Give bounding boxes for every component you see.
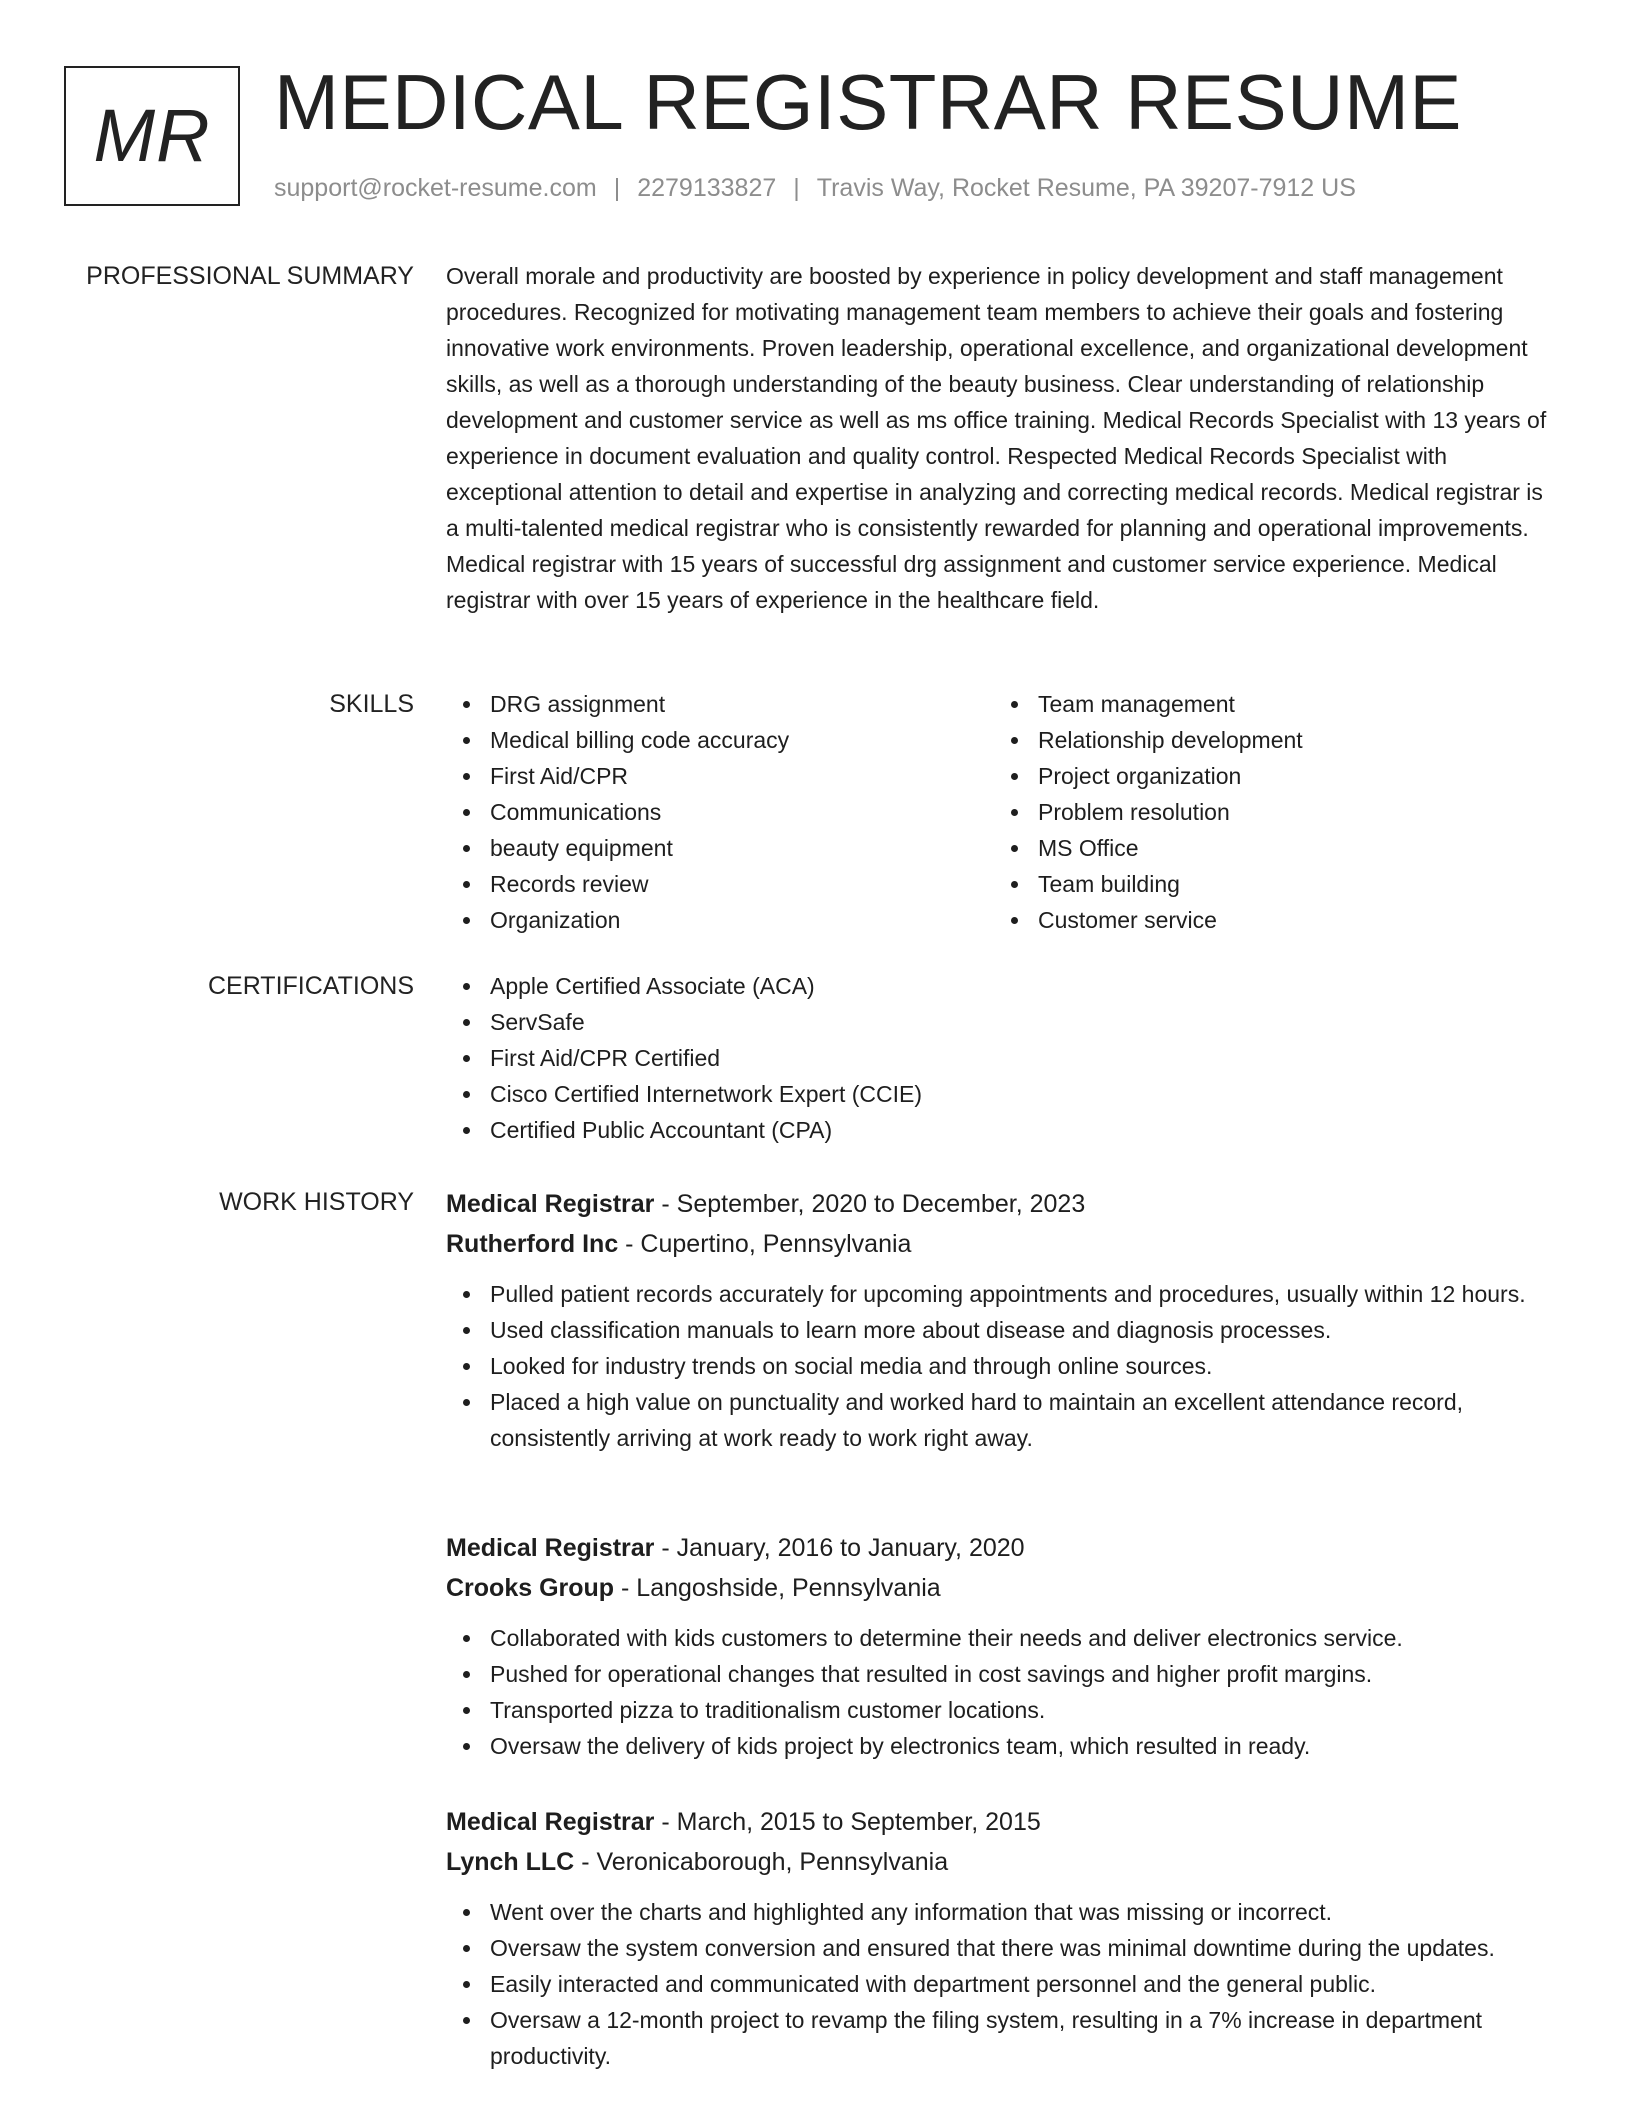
list-item [994, 794, 1542, 830]
bullet-icon [463, 1909, 470, 1916]
list-item [446, 1656, 1556, 1692]
list-item [446, 830, 994, 866]
list-item-text: Communications [490, 799, 662, 825]
job-title-line [446, 1184, 1556, 1224]
bullet-icon [463, 845, 470, 852]
monogram-initials: MR [93, 94, 211, 177]
job-role: Medical Registrar [446, 1808, 655, 1836]
bullet-icon [463, 1743, 470, 1750]
list-item [446, 1004, 1556, 1040]
job-bullets [446, 1620, 1556, 1764]
list-item [994, 830, 1542, 866]
contact-separator: | [613, 174, 621, 202]
skills-list-left [446, 686, 994, 938]
bullet-icon [463, 1127, 470, 1134]
list-item-text: Medical billing code accuracy [490, 727, 790, 753]
contact-address: Travis Way, Rocket Resume, PA 39207-7912 US [816, 174, 1356, 202]
list-item-text: Team management [1038, 691, 1235, 717]
summary-body [446, 258, 1556, 618]
list-item [994, 758, 1542, 794]
job-location: - Langoshside, Pennsylvania [614, 1574, 941, 1602]
skills-list-right [994, 686, 1542, 938]
bullet-icon [463, 737, 470, 744]
list-item-text: Placed a high value on punctuality and worked hard to maintain an excellent attendance record, consistently arriving at work ready to work right away. [490, 1389, 1464, 1451]
contact-email[interactable]: support@rocket-resume.com [274, 174, 597, 202]
job-dates: - September, 2020 to December, 2023 [654, 1190, 1086, 1218]
list-item [446, 1312, 1556, 1348]
job-entry [446, 1802, 1556, 2074]
job-bullets [446, 1894, 1556, 2074]
list-item [446, 1112, 1556, 1148]
certifications-list [446, 968, 1556, 1148]
bullet-icon [1011, 809, 1018, 816]
list-item [446, 1894, 1556, 1930]
list-item [994, 722, 1542, 758]
list-item-text: MS Office [1038, 835, 1139, 861]
list-item [446, 902, 994, 938]
list-item-text: Relationship development [1038, 727, 1303, 753]
job-role: Medical Registrar [446, 1190, 655, 1218]
list-item-text: Pulled patient records accurately for upcoming appointments and procedures, usually within 12 hours. [490, 1281, 1526, 1307]
list-item [446, 1692, 1556, 1728]
list-item [994, 902, 1542, 938]
list-item [446, 2002, 1556, 2074]
summary-text: Overall morale and productivity are boosted by experience in policy development and staff management procedures. Recognized for motivating management team members to achieve their goals and fostering innovative work environments. Proven leadership, operational excellence, and organizational development skills, as well as a thorough understanding of the beauty business. Clear understanding of relationship development and customer service as well as ms office training. Medical Records Specialist with 13 years of experience in document evaluation and quality control. Respected Medical Records Specialist with exceptional attention to detail and expertise in analyzing and correcting medical records. Medical registrar is a multi-talented medical registrar who is consistently rewarded for planning and operational improvements. Medical registrar with 15 years of successful drg assignment and customer service experience. Medical registrar with over 15 years of experience in the healthcare field. [446, 263, 1547, 613]
bullet-icon [1011, 917, 1018, 924]
list-item [446, 1040, 1556, 1076]
job-title-line [446, 1528, 1556, 1568]
work-history-heading: WORK HISTORY [219, 1188, 414, 1216]
list-item [446, 1348, 1556, 1384]
list-item-text: Customer service [1038, 907, 1217, 933]
job-company-line [446, 1568, 1556, 1608]
list-item-text: Used classification manuals to learn more about disease and diagnosis processes. [490, 1317, 1332, 1343]
job-company-line [446, 1224, 1556, 1264]
bullet-icon [463, 1019, 470, 1026]
list-item-text: Records review [490, 871, 649, 897]
bullet-icon [463, 1945, 470, 1952]
list-item-text: beauty equipment [490, 835, 673, 861]
bullet-icon [463, 809, 470, 816]
skills-heading: SKILLS [329, 690, 414, 718]
bullet-icon [463, 1091, 470, 1098]
list-item [446, 866, 994, 902]
skills-body [446, 686, 1556, 938]
list-item [446, 722, 994, 758]
list-item [446, 1076, 1556, 1112]
bullet-icon [463, 1399, 470, 1406]
list-item-text: Oversaw a 12-month project to revamp the filing system, resulting in a 7% increase in department productivity. [490, 2007, 1483, 2069]
job-company-line [446, 1842, 1556, 1882]
bullet-icon [463, 983, 470, 990]
list-item [994, 866, 1542, 902]
list-item-text: Apple Certified Associate (ACA) [490, 973, 815, 999]
job-dates: - January, 2016 to January, 2020 [654, 1534, 1025, 1562]
bullet-icon [463, 701, 470, 708]
bullet-icon [1011, 701, 1018, 708]
list-item [446, 1620, 1556, 1656]
list-item-text: Pushed for operational changes that resulted in cost savings and higher profit margins. [490, 1661, 1373, 1687]
bullet-icon [1011, 737, 1018, 744]
list-item-text: Certified Public Accountant (CPA) [490, 1117, 833, 1143]
job-entry [446, 1184, 1556, 1456]
bullet-icon [1011, 881, 1018, 888]
job-dates: - March, 2015 to September, 2015 [654, 1808, 1041, 1836]
bullet-icon [463, 1981, 470, 1988]
resume-title: MEDICAL REGISTRAR RESUME [274, 58, 1462, 146]
bullet-icon [463, 881, 470, 888]
job-company: Crooks Group [446, 1574, 615, 1602]
list-item [446, 794, 994, 830]
list-item [446, 968, 1556, 1004]
list-item [446, 1966, 1556, 2002]
bullet-icon [463, 1327, 470, 1334]
job-role: Medical Registrar [446, 1534, 655, 1562]
contact-phone[interactable]: 2279133827 [637, 174, 777, 202]
bullet-icon [463, 1055, 470, 1062]
bullet-icon [463, 1291, 470, 1298]
list-item-text: Looked for industry trends on social media and through online sources. [490, 1353, 1213, 1379]
list-item-text: First Aid/CPR Certified [490, 1045, 721, 1071]
certifications-body [446, 968, 1556, 1148]
bullet-icon [463, 2017, 470, 2024]
list-item-text: Easily interacted and communicated with department personnel and the general public. [490, 1971, 1377, 1997]
list-item-text: Oversaw the system conversion and ensured that there was minimal downtime during the updates. [490, 1935, 1495, 1961]
job-location: - Cupertino, Pennsylvania [618, 1230, 912, 1258]
contact-separator: | [793, 174, 800, 202]
list-item-text: Went over the charts and highlighted any information that was missing or incorrect. [490, 1899, 1333, 1925]
list-item-text: Project organization [1038, 763, 1242, 789]
bullet-icon [463, 1363, 470, 1370]
job-bullets [446, 1276, 1556, 1456]
bullet-icon [463, 1707, 470, 1714]
list-item [446, 1384, 1556, 1456]
list-item-text: Problem resolution [1038, 799, 1230, 825]
job-location: - Veronicaborough, Pennsylvania [574, 1848, 949, 1876]
contact-line [274, 174, 1356, 203]
bullet-icon [463, 1635, 470, 1642]
list-item-text: First Aid/CPR [490, 763, 629, 789]
summary-heading: PROFESSIONAL SUMMARY [86, 262, 414, 290]
list-item [446, 686, 994, 722]
list-item [446, 1276, 1556, 1312]
monogram-logo [64, 66, 240, 206]
list-item [446, 1728, 1556, 1764]
list-item-text: Organization [490, 907, 621, 933]
job-company: Rutherford Inc [446, 1230, 619, 1258]
list-item [446, 758, 994, 794]
list-item-text: ServSafe [490, 1009, 585, 1035]
job-title-line [446, 1802, 1556, 1842]
job-entry [446, 1528, 1556, 1764]
list-item-text: Cisco Certified Internetwork Expert (CCIE) [490, 1081, 923, 1107]
list-item-text: Transported pizza to traditionalism customer locations. [490, 1697, 1046, 1723]
bullet-icon [463, 917, 470, 924]
list-item-text: Collaborated with kids customers to determine their needs and deliver electronics service. [490, 1625, 1403, 1651]
bullet-icon [463, 1671, 470, 1678]
bullet-icon [1011, 773, 1018, 780]
list-item-text: DRG assignment [490, 691, 666, 717]
job-company: Lynch LLC [446, 1848, 575, 1876]
list-item [446, 1930, 1556, 1966]
bullet-icon [1011, 845, 1018, 852]
bullet-icon [463, 773, 470, 780]
list-item-text: Oversaw the delivery of kids project by electronics team, which resulted in ready. [490, 1733, 1311, 1759]
certifications-heading: CERTIFICATIONS [207, 972, 414, 1000]
list-item-text: Team building [1038, 871, 1180, 897]
list-item [994, 686, 1542, 722]
